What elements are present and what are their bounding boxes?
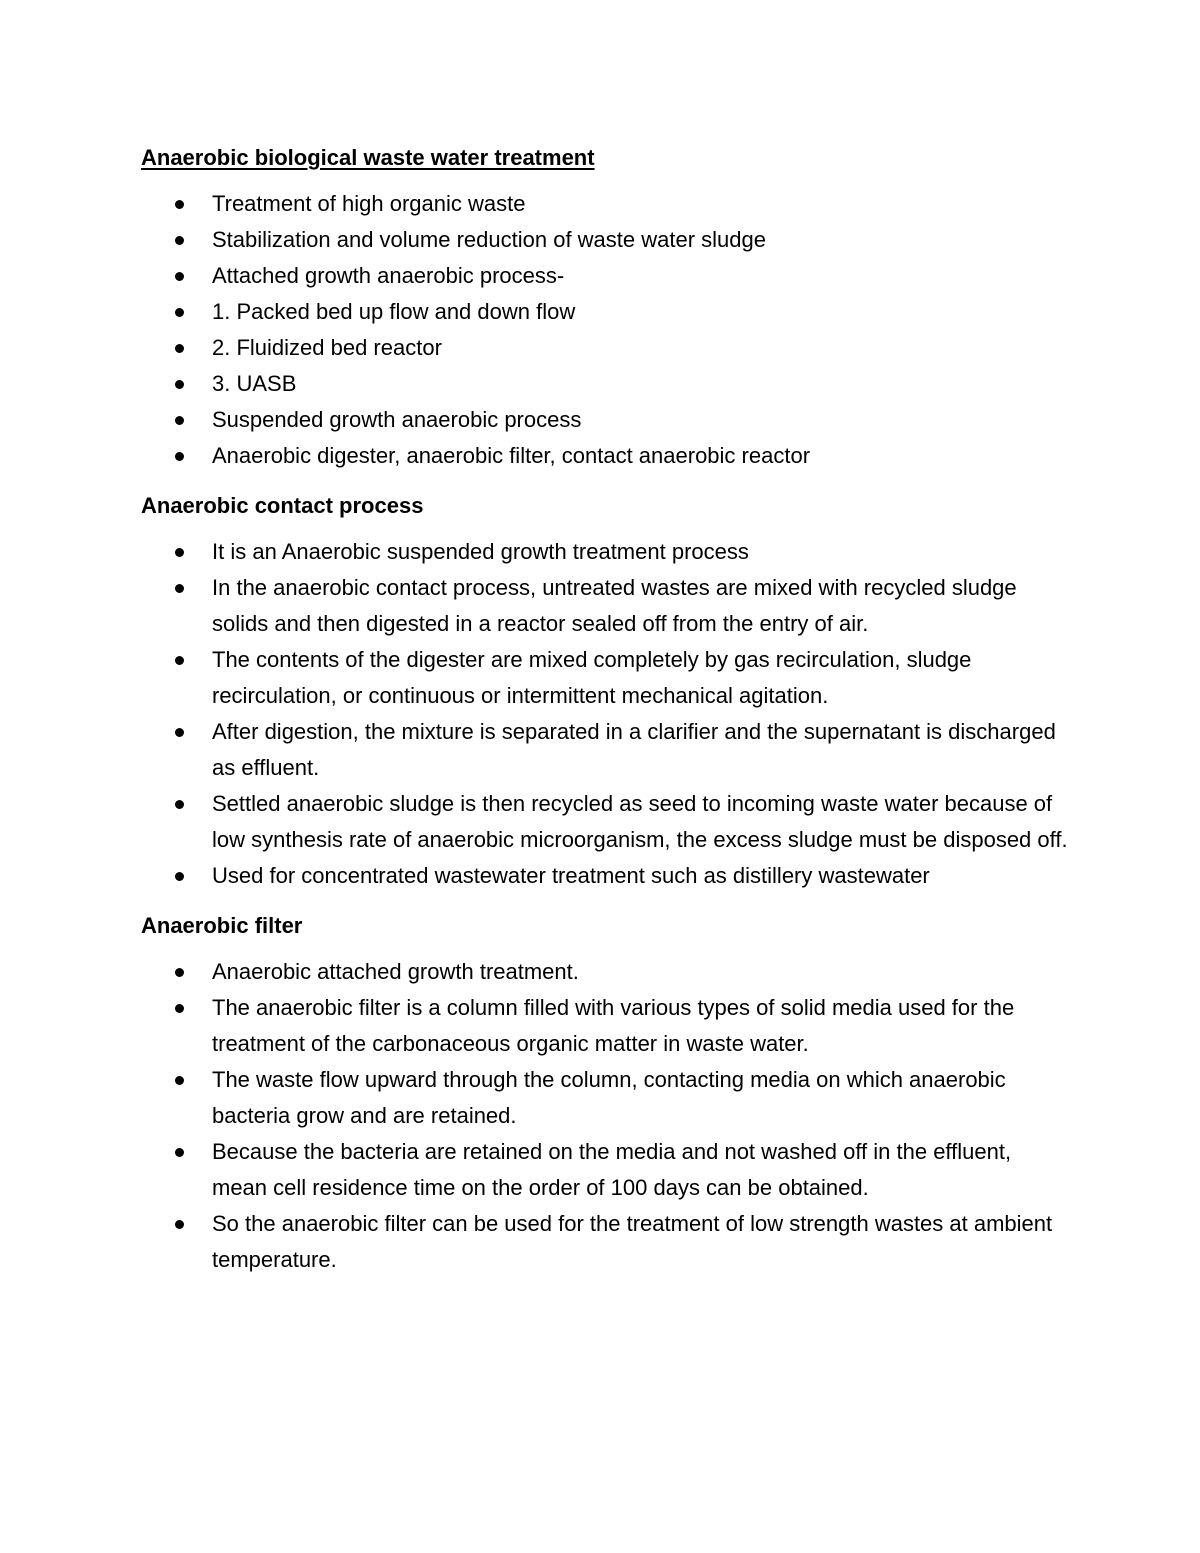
- bullet-icon: [175, 308, 184, 317]
- bullet-list: [141, 186, 1071, 474]
- list-item-text: So the anaerobic filter can be used for the treatment of low strength wastes at ambient temperature.: [212, 1211, 1053, 1272]
- bullet-icon: [175, 968, 184, 977]
- section-heading: Anaerobic contact process: [141, 493, 424, 518]
- list-item: [141, 642, 1071, 714]
- bullet-icon: [175, 1220, 184, 1229]
- section-anaerobic-filter: [141, 908, 1071, 1278]
- list-item-text: Because the bacteria are retained on the media and not washed off in the effluent, mean cell residence time on the order of 100 days can be obtained.: [212, 1139, 1012, 1200]
- document-page: [141, 140, 1071, 1292]
- bullet-icon: [175, 236, 184, 245]
- list-item: [141, 858, 1071, 894]
- bullet-icon: [175, 1148, 184, 1157]
- list-item-text: Stabilization and volume reduction of waste water sludge: [212, 227, 766, 252]
- list-item-text: It is an Anaerobic suspended growth treatment process: [212, 539, 749, 564]
- list-item: [141, 438, 1071, 474]
- list-item-text: The anaerobic filter is a column filled with various types of solid media used for the treatment of the carbonaceous organic matter in waste water.: [212, 995, 1015, 1056]
- list-item: [141, 402, 1071, 438]
- list-item-text: Settled anaerobic sludge is then recycled as seed to incoming waste water because of low synthesis rate of anaerobic microorganism, the excess sludge must be disposed off.: [212, 791, 1068, 852]
- list-item: [141, 258, 1071, 294]
- list-item-text: Attached growth anaerobic process-: [212, 263, 565, 288]
- bullet-icon: [175, 584, 184, 593]
- list-item: [141, 990, 1071, 1062]
- list-item-text: 3. UASB: [212, 371, 297, 396]
- section-heading: Anaerobic biological waste water treatment: [141, 145, 595, 170]
- list-item-text: Anaerobic attached growth treatment.: [212, 959, 579, 984]
- list-item-text: The waste flow upward through the column, contacting media on which anaerobic bacteria grow and are retained.: [212, 1067, 1006, 1128]
- list-item: [141, 1206, 1071, 1278]
- list-item-text: 1. Packed bed up flow and down flow: [212, 299, 576, 324]
- list-item: [141, 1062, 1071, 1134]
- list-item-text: Anaerobic digester, anaerobic filter, contact anaerobic reactor: [212, 443, 811, 468]
- list-item-text: Treatment of high organic waste: [212, 191, 526, 216]
- list-item: [141, 294, 1071, 330]
- list-item: [141, 222, 1071, 258]
- list-item: [141, 786, 1071, 858]
- bullet-list: [141, 534, 1071, 894]
- bullet-icon: [175, 344, 184, 353]
- bullet-icon: [175, 728, 184, 737]
- bullet-icon: [175, 1004, 184, 1013]
- bullet-icon: [175, 272, 184, 281]
- bullet-icon: [175, 656, 184, 665]
- list-item: [141, 534, 1071, 570]
- section-anaerobic-contact-process: [141, 488, 1071, 894]
- bullet-icon: [175, 380, 184, 389]
- list-item: [141, 714, 1071, 786]
- list-item-text: Suspended growth anaerobic process: [212, 407, 582, 432]
- bullet-icon: [175, 1076, 184, 1085]
- bullet-icon: [175, 200, 184, 209]
- bullet-icon: [175, 800, 184, 809]
- list-item-text: After digestion, the mixture is separated in a clarifier and the supernatant is discharged as effluent.: [212, 719, 1056, 780]
- list-item: [141, 330, 1071, 366]
- section-anaerobic-biological-treatment: [141, 140, 1071, 474]
- list-item-text: Used for concentrated wastewater treatment such as distillery wastewater: [212, 863, 930, 888]
- bullet-icon: [175, 416, 184, 425]
- bullet-icon: [175, 452, 184, 461]
- bullet-list: [141, 954, 1071, 1278]
- list-item-text: The contents of the digester are mixed completely by gas recirculation, sludge recirculation, or continuous or intermittent mechanical agitation.: [212, 647, 972, 708]
- list-item: [141, 186, 1071, 222]
- bullet-icon: [175, 548, 184, 557]
- bullet-icon: [175, 872, 184, 881]
- list-item: [141, 366, 1071, 402]
- list-item: [141, 954, 1071, 990]
- section-heading: Anaerobic filter: [141, 913, 303, 938]
- list-item: [141, 570, 1071, 642]
- list-item: [141, 1134, 1071, 1206]
- list-item-text: 2. Fluidized bed reactor: [212, 335, 442, 360]
- list-item-text: In the anaerobic contact process, untreated wastes are mixed with recycled sludge solids and then digested in a reactor sealed off from the entry of air.: [212, 575, 1017, 636]
